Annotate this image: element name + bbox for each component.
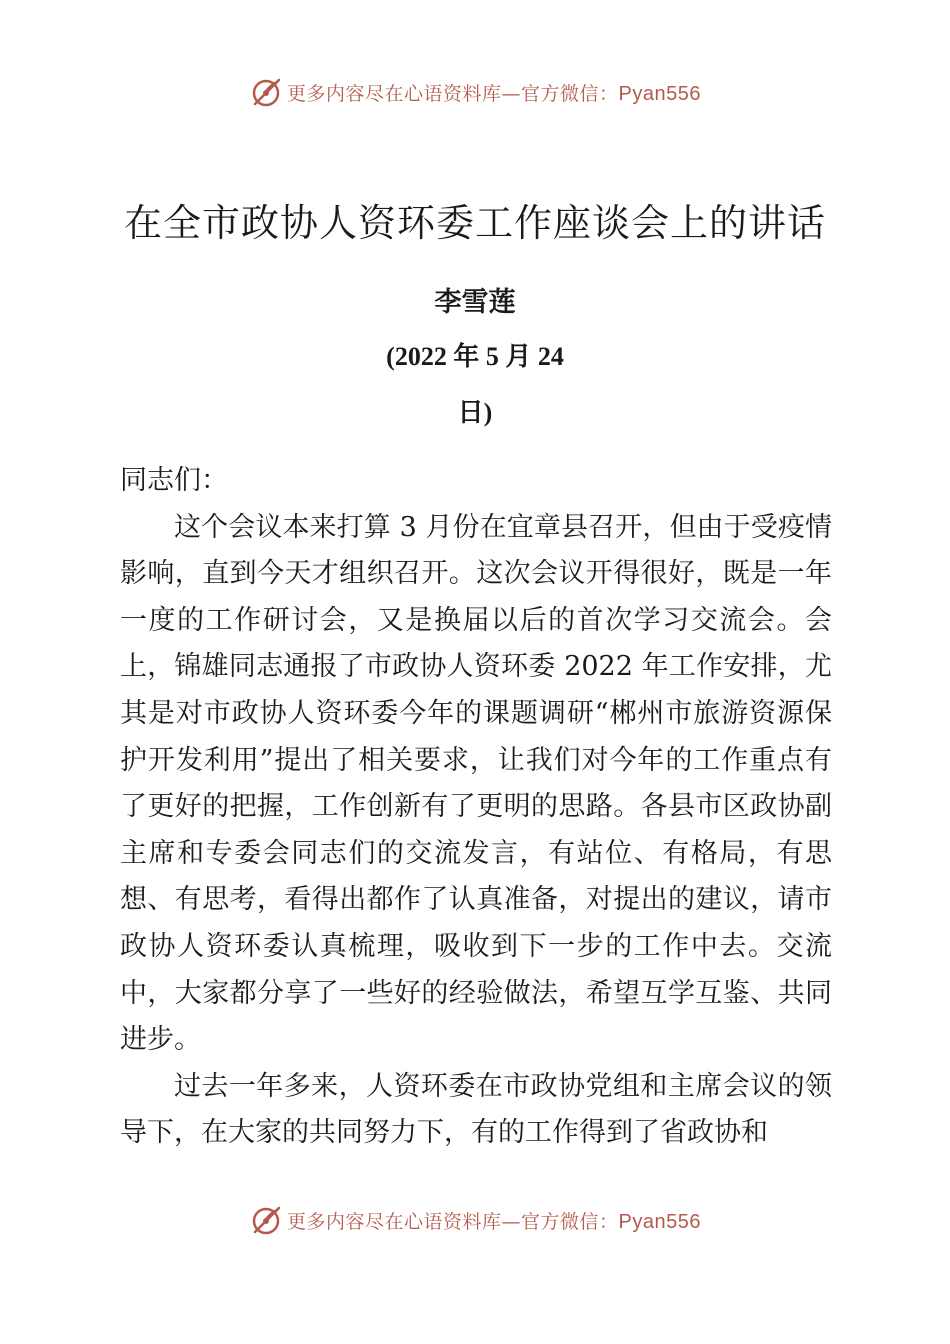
speech-date-line-2: 日) xyxy=(457,398,493,427)
document-title: 在全市政协人资环委工作座谈会上的讲话 xyxy=(123,201,826,245)
wechat-id: Pyan556 xyxy=(618,82,701,105)
quill-logo-icon xyxy=(249,1202,285,1238)
header-watermark xyxy=(0,72,950,112)
speech-body xyxy=(120,458,832,1157)
quill-logo-icon xyxy=(249,74,285,110)
footer-watermark xyxy=(0,1200,950,1240)
paragraph: 过去一年多来，人资环委在市政协党组和主席会议的领导下，在大家的共同努力下，有的工作得到了省政协和 xyxy=(120,1070,832,1149)
author-name: 李雪莲 xyxy=(434,287,516,318)
paragraph: 这个会议本来打算 3 月份在宜章县召开，但由于受疫情影响，直到今天才组织召开。这次会议开得很好，既是一年一度的工作研讨会，又是换届以后的首次学习交流会。会上，锦雄同志通报了市政协人资环委 2022 年工作安排，尤其是对市政协人资环委今年的课题调研“郴州市旅游资源保护开发利用”提出了相关要求，让我们对今年的工作重点有了更好的把握，工作创新有了更明的思路。各县市区政协副主席和专委会同志们的交流发言，有站位、有格局，有思想、有思考，看得出都作了认真准备，对提出的建议，请市政协人资环委认真梳理，吸收到下一步的工作中去。交流中，大家都分享了一些好的经验做法，希望互学互鉴、共同进步。 xyxy=(120,511,832,1056)
speech-date-line-1: (2022 年 5 月 24 xyxy=(386,342,564,371)
salutation: 同志们： xyxy=(120,465,228,496)
wechat-id: Pyan556 xyxy=(618,1210,701,1233)
watermark-text: 更多内容尽在心语资料库—官方微信：Pyan556 xyxy=(287,82,701,105)
watermark-text: 更多内容尽在心语资料库—官方微信：Pyan556 xyxy=(287,1210,701,1233)
